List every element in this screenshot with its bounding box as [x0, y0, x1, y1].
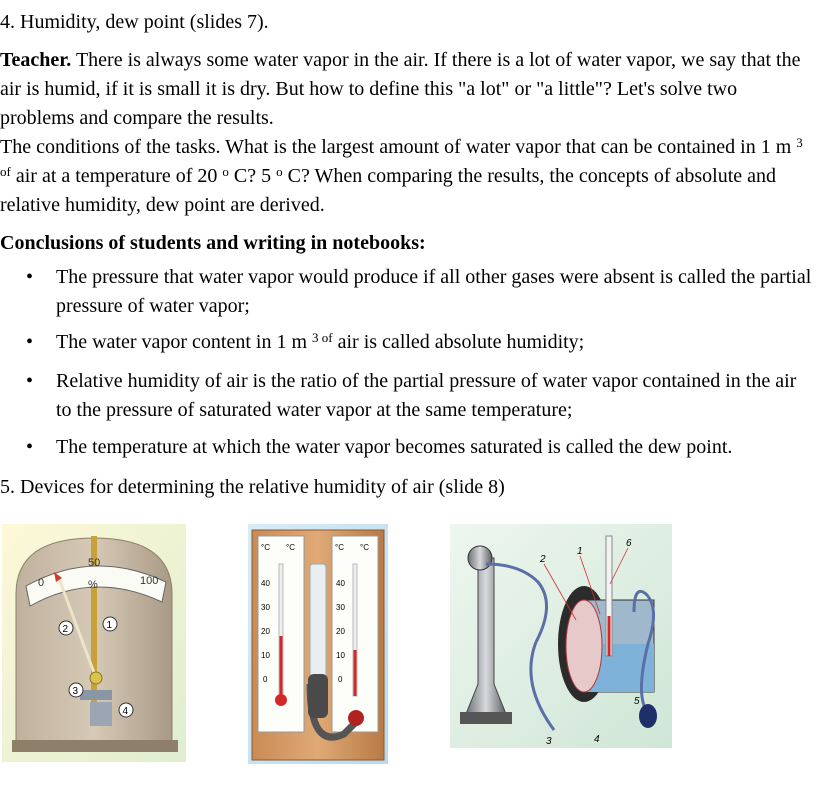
condensation-hygrometer-figure: [450, 524, 672, 748]
bullet-text: Relative humidity of air is the ratio of the partial pressure of water vapor contained in the air to the pressure of saturated water vapor at the same temperature;: [56, 370, 797, 421]
label-4: 4: [594, 734, 600, 745]
scale-label-50: 50: [88, 557, 101, 569]
bullet: •: [26, 331, 34, 353]
task-text-3: C? 5: [228, 165, 277, 187]
callout-2: 2: [62, 624, 69, 635]
scale-label-0: 0: [38, 577, 45, 589]
bullet: •: [26, 436, 34, 458]
task-text-4: C? When comparing the results, the concepts of absolute and relative humidity, dew point are derived.: [0, 165, 777, 216]
wet-unit-left: °C: [335, 543, 344, 552]
polished-mirror: [566, 600, 602, 692]
wet-bulb: [348, 710, 364, 726]
weight-block: [90, 702, 112, 726]
bullet-text: [56, 328, 812, 357]
psychrometer-figure: [248, 524, 388, 764]
conclusions-heading: Conclusions of students and writing in notebooks:: [0, 232, 426, 254]
scale-label-100: 100: [140, 575, 159, 587]
stand-base: [460, 712, 512, 724]
tick-10: 10: [261, 651, 270, 660]
label-2: 2: [540, 554, 546, 565]
label-1: 1: [577, 546, 583, 557]
callout-4: 4: [122, 706, 129, 717]
water-tube: [310, 564, 326, 684]
task-conditions-paragraph: [0, 133, 812, 220]
weight-bar: [80, 690, 112, 700]
bullet-text: The pressure that water vapor would produce if all other gases were absent is called the partial pressure of water vapor;: [56, 266, 812, 317]
task-sup: 3 of: [0, 135, 803, 179]
teacher-paragraph: [0, 46, 812, 133]
clamp: [468, 546, 492, 570]
teacher-text: There is always some water vapor in the air. If there is a lot of water vapor, we say that the air is humid, if it is small it is dry. But how to define this "a lot" or "a little"? Let's solve two problems and compare the results.: [0, 49, 801, 129]
tick-20: 20: [261, 627, 270, 636]
callout-1: 1: [106, 620, 113, 631]
tick-10: 10: [336, 651, 345, 660]
wet-mercury: [354, 650, 357, 696]
bullet-sup: 3 of: [312, 330, 333, 345]
rubber-bulb: [639, 704, 657, 728]
bullet: •: [26, 266, 34, 288]
bullet-text-part: The water vapor content in 1 m: [56, 331, 313, 353]
pivot: [90, 672, 102, 684]
degree-sup-1: o: [222, 164, 229, 179]
dry-unit-right: °C: [286, 543, 295, 552]
degree-sup-2: o: [276, 164, 283, 179]
dry-mercury: [280, 636, 283, 696]
bullet-text: The temperature at which the water vapor becomes saturated is called the dew point.: [56, 436, 733, 458]
label-5: 5: [634, 696, 640, 707]
water-reservoir: [308, 674, 328, 718]
scale-unit: %: [88, 579, 98, 591]
tick-30: 30: [261, 603, 270, 612]
tick-0: 0: [263, 675, 268, 684]
teacher-label: Teacher.: [0, 49, 72, 71]
tick-40: 40: [336, 579, 345, 588]
callout-3: 3: [72, 686, 79, 697]
section-5-heading: 5. Devices for determining the relative humidity of air (slide 8): [0, 476, 505, 498]
tick-0: 0: [338, 675, 343, 684]
task-text-1: The conditions of the tasks. What is the largest amount of water vapor that can be contained in 1 m: [0, 136, 797, 158]
tick-20: 20: [336, 627, 345, 636]
wet-unit-right: °C: [360, 543, 369, 552]
dry-bulb: [275, 694, 287, 706]
dry-unit-left: °C: [261, 543, 270, 552]
tick-40: 40: [261, 579, 270, 588]
hygrometer-base: [12, 740, 178, 752]
bullet: •: [26, 370, 34, 392]
hair-hygrometer-figure: [2, 524, 186, 762]
label-3: 3: [546, 736, 552, 747]
label-6: 6: [626, 538, 632, 549]
bullet-text-part: air is called absolute humidity;: [332, 331, 585, 353]
tick-30: 30: [336, 603, 345, 612]
task-text-2: air at a temperature of 20: [10, 165, 223, 187]
thermometer-mercury: [608, 616, 611, 656]
teacher-block: [0, 46, 812, 220]
section-4-heading: 4. Humidity, dew point (slides 7).: [0, 11, 269, 33]
